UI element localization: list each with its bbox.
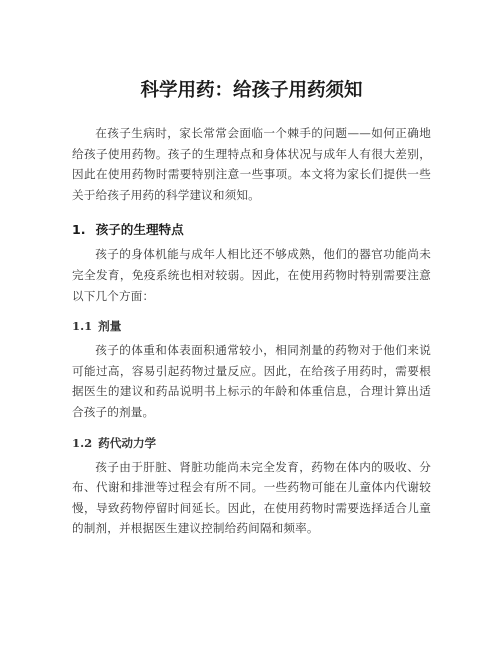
intro-paragraph: 在孩子生病时，家长常常会面临一个棘手的问题——如何正确地给孩子使用药物。孩子的生理特点和身体状况与成年人有很大差别，因此在使用药物时需要特别注意一些事项。本文将为家长们提供一些关于给孩子用药的科学建议和须知。 — [72, 126, 431, 202]
section-number: 1. — [72, 222, 86, 238]
section-heading-text: 孩子的生理特点 — [95, 222, 184, 238]
subsection-number: 1.1 — [72, 319, 93, 334]
document-title: 科学用药：给孩子用药须知 — [140, 80, 363, 101]
section-heading — [72, 220, 431, 240]
dosage-paragraph: 孩子的体重和体表面积通常较小，相同剂量的药物对于他们来说可能过高，容易引起药物过量反应。因此，在给孩子用药时，需要根据医生的建议和药品说明书上标示的年龄和体重信息，合理计算出适合孩子的剂量。 — [72, 343, 431, 419]
subsection-heading-text: 剂量 — [98, 319, 122, 334]
subsection-heading-pharmacokinetics — [72, 433, 431, 453]
section-paragraph: 孩子的身体机能与成年人相比还不够成熟，他们的器官功能尚未完全发育，免疫系统也相对较弱。因此，在使用药物时特别需要注意以下几个方面： — [72, 247, 431, 303]
subsection-heading-text: 药代动力学 — [98, 435, 157, 450]
pharmacokinetics-paragraph: 孩子由于肝脏、肾脏功能尚未完全发育，药物在体内的吸收、分布、代谢和排泄等过程会有所不同。一些药物可能在儿童体内代谢较慢，导致药物停留时间延长。因此，在使用药物时需要选择适合儿童的制剂，并根据医生建议控制给药间隔和频率。 — [72, 459, 431, 536]
subsection-heading-dosage — [72, 316, 431, 336]
subsection-number: 1.2 — [72, 435, 93, 450]
